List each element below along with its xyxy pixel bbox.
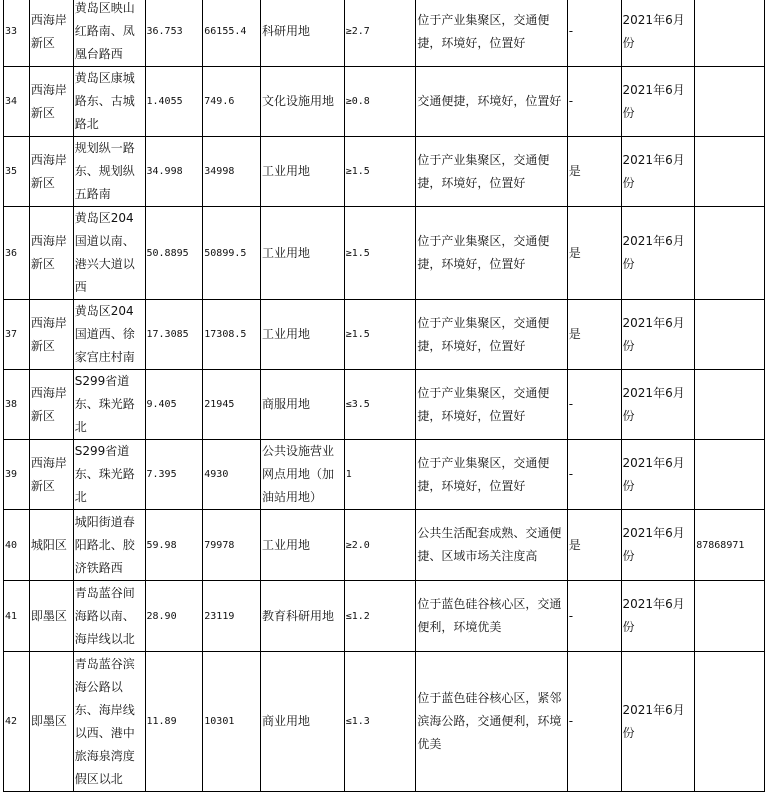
area-m2-cell: 749.6 xyxy=(203,67,261,137)
location-cell: 青岛蓝谷滨海公路以东、海岸线以西、港中旅海泉湾度假区以北 xyxy=(73,652,145,792)
advantage-cell: 公共生活配套成熟、交通便捷、区域市场关注度高 xyxy=(416,510,567,581)
date-cell: 2021年6月份 xyxy=(621,67,695,137)
flag-cell: - xyxy=(567,652,621,792)
advantage-cell: 位于产业集聚区，交通便捷，环境好，位置好 xyxy=(416,0,567,67)
area-mu-cell: 50.8895 xyxy=(145,207,203,300)
date-cell: 2021年6月份 xyxy=(621,652,695,792)
date-cell: 2021年6月份 xyxy=(621,207,695,300)
location-cell: 城阳街道春阳路北、胶济铁路西 xyxy=(73,510,145,581)
date-cell: 2021年6月份 xyxy=(621,300,695,370)
date-cell: 2021年6月份 xyxy=(621,0,695,67)
land-use-cell: 教育科研用地 xyxy=(261,581,345,652)
flag-cell: 是 xyxy=(567,300,621,370)
flag-cell: 是 xyxy=(567,137,621,207)
land-use-cell: 商业用地 xyxy=(261,652,345,792)
date-cell: 2021年6月份 xyxy=(621,581,695,652)
area-m2-cell: 4930 xyxy=(203,440,261,510)
advantage-cell: 位于产业集聚区，交通便捷，环境好，位置好 xyxy=(416,370,567,440)
phone-cell xyxy=(695,581,765,652)
land-use-cell: 科研用地 xyxy=(261,0,345,67)
row-number-cell: 37 xyxy=(4,300,30,370)
date-cell: 2021年6月份 xyxy=(621,370,695,440)
area-mu-cell: 1.4055 xyxy=(145,67,203,137)
area-m2-cell: 66155.4 xyxy=(203,0,261,67)
district-cell: 城阳区 xyxy=(29,510,73,581)
land-use-cell: 文化设施用地 xyxy=(261,67,345,137)
plot-ratio-cell: ≤3.5 xyxy=(344,370,416,440)
land-parcel-table xyxy=(3,0,765,792)
advantage-cell: 位于蓝色硅谷核心区，交通便利，环境优美 xyxy=(416,581,567,652)
row-number-cell: 42 xyxy=(4,652,30,792)
date-cell: 2021年6月份 xyxy=(621,137,695,207)
table-row xyxy=(4,510,765,581)
table-row xyxy=(4,370,765,440)
row-number-cell: 38 xyxy=(4,370,30,440)
row-number-cell: 34 xyxy=(4,67,30,137)
phone-cell xyxy=(695,300,765,370)
plot-ratio-cell: ≥1.5 xyxy=(344,300,416,370)
phone-cell xyxy=(695,67,765,137)
area-m2-cell: 21945 xyxy=(203,370,261,440)
land-use-cell: 工业用地 xyxy=(261,137,345,207)
table-row xyxy=(4,0,765,67)
area-mu-cell: 36.753 xyxy=(145,0,203,67)
row-number-cell: 36 xyxy=(4,207,30,300)
row-number-cell: 41 xyxy=(4,581,30,652)
land-use-cell: 商服用地 xyxy=(261,370,345,440)
flag-cell: - xyxy=(567,370,621,440)
table-row xyxy=(4,137,765,207)
location-cell: 黄岛区204国道西、徐家宫庄村南 xyxy=(73,300,145,370)
location-cell: 黄岛区204国道以南、港兴大道以西 xyxy=(73,207,145,300)
area-mu-cell: 34.998 xyxy=(145,137,203,207)
advantage-cell: 位于产业集聚区，交通便捷，环境好，位置好 xyxy=(416,300,567,370)
flag-cell: - xyxy=(567,67,621,137)
district-cell: 西海岸新区 xyxy=(29,207,73,300)
land-use-cell: 工业用地 xyxy=(261,300,345,370)
land-use-cell: 公共设施营业网点用地（加油站用地） xyxy=(261,440,345,510)
flag-cell: - xyxy=(567,581,621,652)
location-cell: 黄岛区康城路东、古城路北 xyxy=(73,67,145,137)
area-mu-cell: 9.405 xyxy=(145,370,203,440)
location-cell: S299省道东、珠光路北 xyxy=(73,370,145,440)
advantage-cell: 位于产业集聚区，交通便捷，环境好，位置好 xyxy=(416,207,567,300)
plot-ratio-cell: ≥1.5 xyxy=(344,207,416,300)
plot-ratio-cell: 1 xyxy=(344,440,416,510)
table-row xyxy=(4,581,765,652)
district-cell: 即墨区 xyxy=(29,652,73,792)
plot-ratio-cell: ≥0.8 xyxy=(344,67,416,137)
district-cell: 西海岸新区 xyxy=(29,440,73,510)
district-cell: 西海岸新区 xyxy=(29,370,73,440)
advantage-cell: 位于产业集聚区，交通便捷，环境好，位置好 xyxy=(416,137,567,207)
area-m2-cell: 23119 xyxy=(203,581,261,652)
area-m2-cell: 17308.5 xyxy=(203,300,261,370)
row-number-cell: 35 xyxy=(4,137,30,207)
row-number-cell: 39 xyxy=(4,440,30,510)
flag-cell: - xyxy=(567,0,621,67)
district-cell: 西海岸新区 xyxy=(29,300,73,370)
area-m2-cell: 10301 xyxy=(203,652,261,792)
row-number-cell: 40 xyxy=(4,510,30,581)
location-cell: 青岛蓝谷间海路以南、海岸线以北 xyxy=(73,581,145,652)
district-cell: 西海岸新区 xyxy=(29,137,73,207)
phone-cell xyxy=(695,137,765,207)
location-cell: S299省道东、珠光路北 xyxy=(73,440,145,510)
advantage-cell: 位于蓝色硅谷核心区，紧邻滨海公路，交通便利，环境优美 xyxy=(416,652,567,792)
location-cell: 规划纵一路东、规划纵五路南 xyxy=(73,137,145,207)
advantage-cell: 位于产业集聚区，交通便捷，环境好，位置好 xyxy=(416,440,567,510)
phone-cell xyxy=(695,207,765,300)
flag-cell: - xyxy=(567,440,621,510)
row-number-cell: 33 xyxy=(4,0,30,67)
area-mu-cell: 11.89 xyxy=(145,652,203,792)
plot-ratio-cell: ≤1.2 xyxy=(344,581,416,652)
plot-ratio-cell: ≥1.5 xyxy=(344,137,416,207)
district-cell: 西海岸新区 xyxy=(29,67,73,137)
area-mu-cell: 7.395 xyxy=(145,440,203,510)
table-body xyxy=(4,0,765,792)
phone-cell xyxy=(695,0,765,67)
table-row xyxy=(4,300,765,370)
flag-cell: 是 xyxy=(567,510,621,581)
phone-cell: 87868971 xyxy=(695,510,765,581)
phone-cell xyxy=(695,440,765,510)
advantage-cell: 交通便捷，环境好，位置好 xyxy=(416,67,567,137)
area-mu-cell: 17.3085 xyxy=(145,300,203,370)
district-cell: 西海岸新区 xyxy=(29,0,73,67)
phone-cell xyxy=(695,652,765,792)
area-m2-cell: 50899.5 xyxy=(203,207,261,300)
table-row xyxy=(4,207,765,300)
area-mu-cell: 28.90 xyxy=(145,581,203,652)
area-m2-cell: 34998 xyxy=(203,137,261,207)
phone-cell xyxy=(695,370,765,440)
land-use-cell: 工业用地 xyxy=(261,510,345,581)
plot-ratio-cell: ≥2.0 xyxy=(344,510,416,581)
date-cell: 2021年6月份 xyxy=(621,440,695,510)
table-row xyxy=(4,652,765,792)
land-use-cell: 工业用地 xyxy=(261,207,345,300)
date-cell: 2021年6月份 xyxy=(621,510,695,581)
table-row xyxy=(4,67,765,137)
area-mu-cell: 59.98 xyxy=(145,510,203,581)
area-m2-cell: 79978 xyxy=(203,510,261,581)
table-row xyxy=(4,440,765,510)
flag-cell: 是 xyxy=(567,207,621,300)
district-cell: 即墨区 xyxy=(29,581,73,652)
plot-ratio-cell: ≥2.7 xyxy=(344,0,416,67)
location-cell: 黄岛区映山红路南、凤凰台路西 xyxy=(73,0,145,67)
plot-ratio-cell: ≤1.3 xyxy=(344,652,416,792)
